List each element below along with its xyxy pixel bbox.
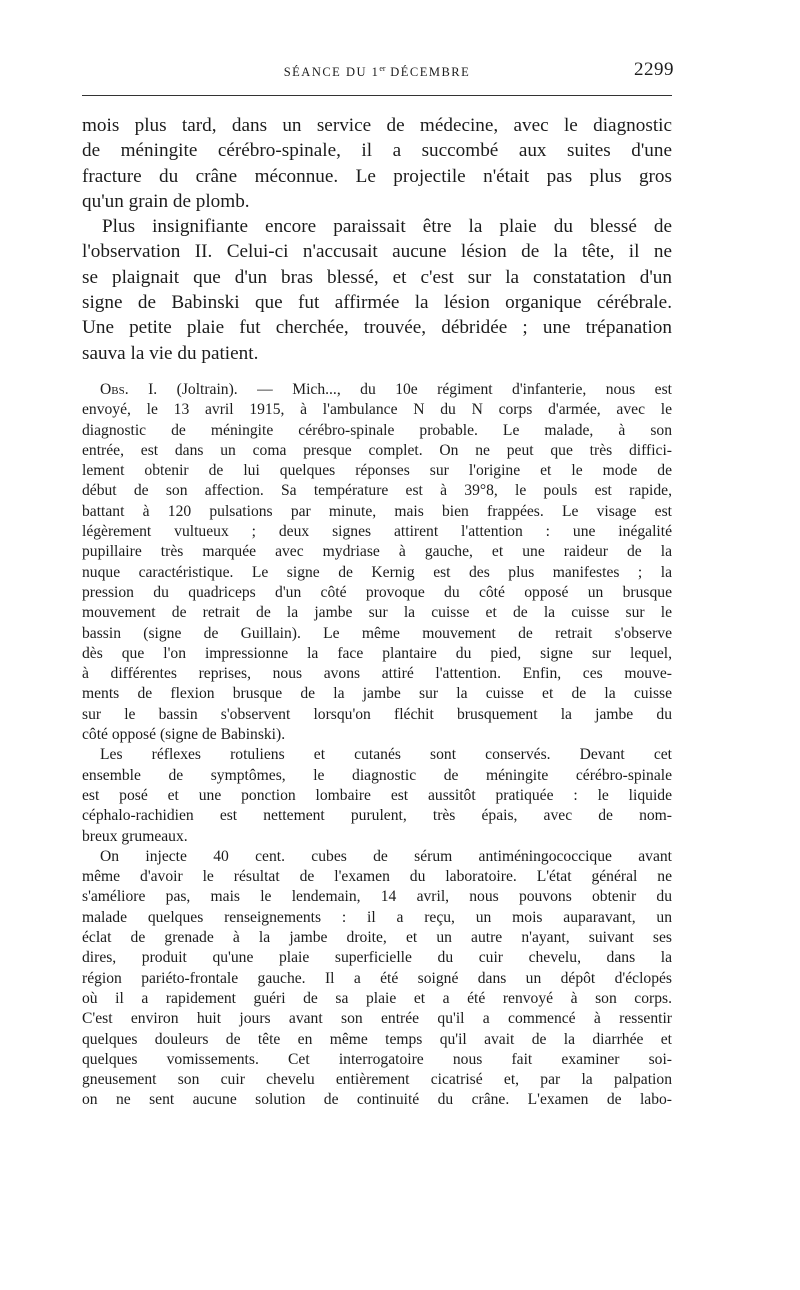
running-title-sup: er (379, 64, 386, 73)
text-line: quelques vomissements. Cet interrogatoire nous fait examiner soi- (82, 1050, 672, 1068)
text-line: breux grumeaux. (82, 827, 188, 845)
paragraph (82, 745, 672, 846)
text-line: sauva la vie du patient. (82, 342, 259, 364)
text-line: gneusement son cuir chevelu entièrement cicatrisé et, par la palpation (82, 1071, 672, 1089)
text-line: nuque caractéristique. Le signe de Kernig est des plus manifestes ; la (82, 563, 672, 581)
text-line: s'améliore pas, mais le lendemain, 14 avril, nous pouvons obtenir du (82, 888, 672, 906)
running-title (82, 64, 672, 80)
page-number: 2299 (634, 59, 674, 80)
text-line: céphalo-rachidien est nettement purulent, très épais, avec de nom- (82, 807, 672, 825)
text-line: dires, produit qu'une plaie superficielle du cuir chevelu, dans la (82, 949, 672, 967)
text-line: est posé et une ponction lombaire est aussitôt pratiquée : le liquide (82, 786, 672, 804)
running-title-prefix: SÉANCE DU 1 (283, 65, 380, 79)
paragraph (82, 214, 672, 366)
text-line: malade quelques renseignements : il a reçu, un mois auparavant, un (82, 908, 672, 926)
text-line: lement obtenir de lui quelques réponses sur l'origine et le mode de (82, 462, 672, 480)
text-line: dès que l'on impressionne la face plantaire du pied, signe sur lequel, (82, 644, 672, 662)
running-header (82, 58, 672, 84)
text-line: éclat de grenade à la jambe droite, et un autre n'ayant, suivant ses (82, 929, 672, 947)
text-line: côté opposé (signe de Babinski). (82, 726, 286, 744)
text-line: légèrement vultueux ; deux signes attirent l'attention : une inégalité (82, 523, 672, 541)
text-line: pupillaire très marquée avec mydriase à gauche, et une raideur de la (82, 543, 672, 561)
text-line: sur le bassin s'observent lorsqu'on fléchit brusquement la jambe du (82, 705, 672, 723)
paragraph (82, 380, 672, 745)
text-line: C'est environ huit jours avant son entrée qu'il a commencé à ressentir (82, 1010, 672, 1028)
text-line: de méningite cérébro-spinale, il a succombé aux suites d'une (82, 140, 672, 162)
text-line: Une petite plaie fut cherchée, trouvée, débridée ; une trépanation (82, 317, 672, 339)
text-line: région pariéto-frontale gauche. Il a été soigné dans un dépôt d'éclopés (82, 969, 672, 987)
text-line: mois plus tard, dans un service de médecine, avec le diagnostic (82, 115, 672, 136)
text-line: à différentes reprises, nous avons attiré l'attention. Enfin, ces mouve- (82, 665, 672, 683)
observation-heading-line (82, 380, 672, 400)
text-line: diagnostic de méningite cérébro-spinale probable. Le malade, à son (82, 421, 672, 439)
text-line: fracture du crâne méconnue. Le projectile n'était pas plus gros (82, 165, 672, 187)
text-line: entrée, est dans un coma presque complet. On ne peut que très diffici- (82, 441, 672, 459)
text-line: qu'un grain de plomb. (82, 190, 250, 212)
text-line: se plaignait que d'un bras blessé, et c'est sur la constatation d'un (82, 266, 672, 288)
observation-label: Obs. I. (100, 381, 158, 398)
text-line: on ne sent aucune solution de continuité du crâne. L'examen de labo- (82, 1091, 672, 1109)
main-text (82, 113, 672, 366)
text-line: On injecte 40 cent. cubes de sérum antiméningococcique avant (100, 847, 672, 865)
text-line: bassin (signe de Guillain). Le même mouvement de retrait s'observe (82, 624, 672, 642)
text-line: ensemble de symptômes, le diagnostic de méningite cérébro-spinale (82, 766, 672, 784)
header-rule (82, 95, 672, 96)
text-line: ments de flexion brusque de la jambe sur la cuisse et de la cuisse (82, 685, 672, 703)
text-line: Plus insignifiante encore paraissait être la plaie du blessé de (102, 216, 672, 238)
observation-text (82, 380, 672, 1111)
text-line: quelques douleurs de tête en même temps qu'il avait de la diarrhée et (82, 1030, 672, 1048)
text-line: envoyé, le 13 avril 1915, à l'ambulance N du N corps d'armée, avec le (82, 401, 672, 419)
text-line: mouvement de retrait de la jambe sur la cuisse et de la cuisse sur le (82, 604, 672, 622)
text-line: battant à 120 pulsations par minute, mais bien frappées. Le visage est (82, 502, 672, 520)
text-line: signe de Babinski que fut affirmée la lésion organique cérébrale. (82, 292, 672, 314)
text-line: début de son affection. Sa température est à 39°8, le pouls est rapide, (82, 482, 672, 500)
observation-first-line-text: (Joltrain). — Mich..., du 10e régiment d'infanterie, nous est (176, 381, 672, 398)
text-line: pression du quadriceps d'un côté provoque du côté opposé un brusque (82, 583, 672, 601)
paragraph (82, 847, 672, 1111)
running-title-suffix: DÉCEMBRE (390, 65, 471, 79)
text-line: l'observation II. Celui-ci n'accusait aucune lésion de la tête, il ne (82, 241, 672, 263)
paragraph (82, 113, 672, 214)
text-line: Les réflexes rotuliens et cutanés sont conservés. Devant cet (100, 746, 672, 764)
text-line: même d'avoir le résultat de l'examen du laboratoire. L'état général ne (82, 868, 672, 886)
text-line: où il a rapidement guéri de sa plaie et a été renvoyé à son corps. (82, 989, 672, 1007)
book-page (82, 0, 672, 1290)
